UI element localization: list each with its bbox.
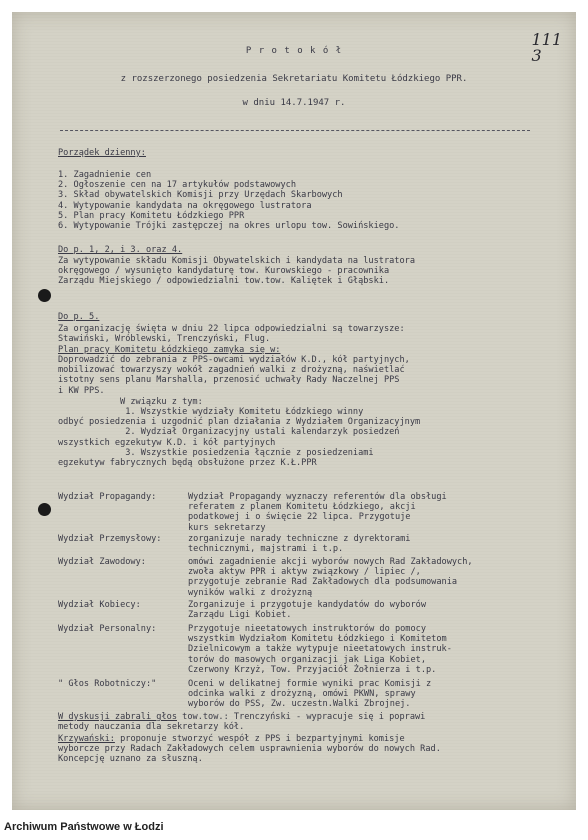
discussion-paragraph [58, 712, 425, 732]
document-date: w dniu 14.7.1947 r. [242, 98, 346, 108]
glos-robotniczy-text: Oceni w delikatnej formie wyniki prac Komisji z odcinka walki z drożyzną, omówi PKWN, sprawy wyborów do PSS, Zw. uczestn.Walki Zbrojnej. [188, 679, 432, 710]
plan-heading: Plan pracy Komitetu Łódzkiego zamyka się w: [58, 345, 281, 355]
discussion-label: W dyskusji zabrali głos [58, 712, 177, 722]
discussion-text: tow.tow.: Trenczyński - wypracuje się i poprawi metody nauczania dla sekretarzy kół. [58, 712, 426, 733]
agenda-list [58, 170, 399, 231]
document-page [12, 12, 576, 810]
dept-trade-text: omówi zagadnienie akcji wyborów nowych Rad Zakładowych, zwoła aktyw PPR i aktyw związkowy / lipiec /, przygotuje zebranie Rad Zakładowych dla podsumowania wyników walki z drożyzną [188, 557, 473, 598]
krzywanski-text: proponuje stworzyć wespół z PPS i bezpartyjnymi komisje wyborcze przy Radach Zakładowych celem usprawnienia wyborów do nowych Rad. Koncepcję uznano za słuszną. [58, 734, 441, 765]
agenda-heading: Porządek dzienny: [58, 148, 146, 158]
section1-heading: Do p. 1, 2, i 3. oraz 4. [58, 245, 183, 255]
archive-name: Archiwum Państwowe w Łodzi [4, 821, 164, 833]
section5-heading: Do p. 5. [58, 312, 100, 322]
dept-personnel-label: Wydział Personalny: [58, 624, 157, 634]
dept-propaganda-text: Wydział Propagandy wyznaczy referentów dla obsługi referatem z planem Komitetu Łódzkiego, akcji podatkowej i o święcie 22 lipca. Przygotuje kurs sekretarzy [188, 492, 447, 533]
glos-robotniczy-label: " Głos Robotniczy:" [58, 679, 157, 689]
agenda-item: 3. Skład obywatelskich Komisji przy Urzędach Skarbowych [58, 190, 343, 201]
dept-propaganda-label: Wydział Propagandy: [58, 492, 157, 502]
agenda-item: 1. Zagadnienie cen [58, 170, 152, 180]
binder-hole-top [38, 289, 51, 302]
agenda-item: 5. Plan pracy Komitetu Łódzkiego PPR [58, 210, 245, 221]
in-connection-text: W związku z tym: [120, 397, 203, 407]
plan-body: Doprowadzić do zebrania z PPS-owcami wydziałów K.D., kół partyjnych, mobilizować towarzyszy wokół zagadnień walki z drożyzną, naświetlać istotny sens planu Marshalla, przenosić uchwały Rady Naczelnej PPS i KW PPS. [58, 355, 410, 396]
footer-bar [0, 812, 588, 840]
dept-women-label: Wydział Kobiecy: [58, 600, 141, 610]
binder-hole-bottom [38, 503, 51, 516]
krzywanski-label: Krzywański: [58, 734, 115, 744]
section1-body: Za wytypowanie składu Komisji Obywatelskich i kandydata na lustratora okręgowego / wysunięto kandydaturę tow. Kurowskiego - pracownika Zarządu Miejskiego / odpowiedzialni tow.tow. Kaliętek i Głąbski. [58, 256, 415, 287]
separator-line [60, 130, 530, 131]
document-title: P r o t o k ó ł [245, 46, 343, 56]
agenda-item: 2. Ogłoszenie cen na 17 artykułów podstawowych [58, 180, 296, 191]
page-number-handwritten: 111 3 [531, 30, 562, 65]
dept-women-text: Zorganizuje i przygotuje kandydatów do wyborów Zarządu Ligi Kobiet. [188, 600, 426, 621]
dept-industry-text: zorganizuje narady techniczne z dyrektorami technicznymi, majstrami i t.p. [188, 534, 411, 555]
dept-industry-label: Wydział Przemysłowy: [58, 534, 162, 544]
document-subtitle: z rozszerzonego posiedzenia Sekretariatu Komitetu Łódzkiego PPR. [120, 74, 468, 84]
action-points: 1. Wszystkie wydziały Komitetu Łódzkiego winny odbyć posiedzenia i uzgodnić plan działania z Wydziałem Organizacyjnym 2. Wydział Organizacyjny ustali kalendarzyk posiedzeń wszystkich egzekutyw K.D. i kół partyjnych 3. Wszystkie posiedzenia łącznie z posiedzeniami egzekutyw fabrycznych będą obsłużone przez K.Ł.PPR [58, 407, 421, 469]
agenda-item: 4. Wytypowanie kandydata na okręgowego lustratora [58, 200, 312, 211]
dept-trade-label: Wydział Zawodowy: [58, 557, 146, 567]
dept-personnel-text: Przygotuje nieetatowych instruktorów do pomocy wszystkim Wydziałom Komitetu Łódzkiego i Komitetom Dzielnicowym a także wytypuje nieetatowych instruk- torów do masowych organizacji jak Liga Kobiet, Czerwony Krzyż, Tow. Przyjaciół Żołnierza i t.p. [188, 624, 452, 675]
krzywanski-paragraph [58, 734, 441, 765]
agenda-item: 6. Wytypowanie Trójki zastępczej na okres urlopu tow. Sowińskiego. [58, 221, 400, 232]
section5-body: Za organizację święta w dniu 22 lipca odpowiedzialni są towarzysze: Stawiński, Wróblewski, Trenczyński, Flug. [58, 324, 405, 345]
